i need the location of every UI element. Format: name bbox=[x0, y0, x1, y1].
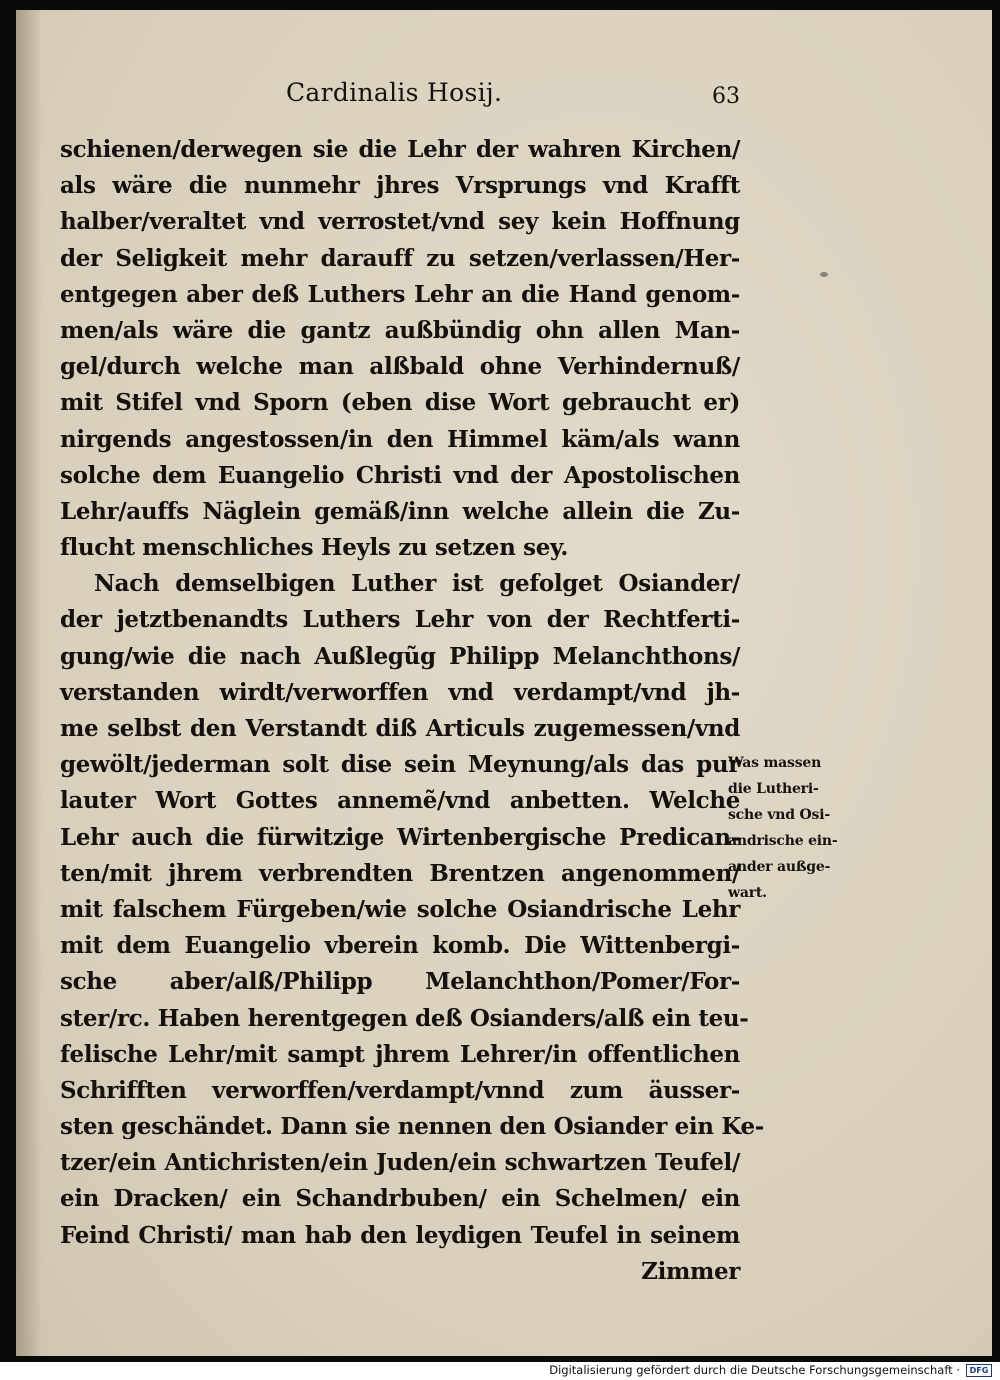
text-line: der Seligkeit mehr darauff zu setzen/verlassen/Her- bbox=[60, 244, 740, 272]
dfg-logo: DFG bbox=[966, 1364, 992, 1377]
text-line: ster/rc. Haben herentgegen deß Osianders/alß ein teu- bbox=[60, 1004, 749, 1032]
book-page bbox=[16, 10, 992, 1356]
marginal-note-line: die Lutheri- bbox=[728, 781, 819, 797]
text-line: tzer/ein Antichristen/ein Juden/ein schwartzen Teufel/ bbox=[60, 1149, 740, 1177]
text-line: entgegen aber deß Luthers Lehr an die Hand genom- bbox=[60, 280, 740, 308]
text-line: der jetztbenandts Luthers Lehr von der Rechtferti- bbox=[60, 606, 740, 634]
text-line: schienen/derwegen sie die Lehr der wahren Kirchen/ bbox=[60, 136, 740, 163]
text-line: Schrifften verworffen/verdampt/vnnd zum äusser- bbox=[60, 1076, 740, 1104]
marginal-note bbox=[728, 750, 868, 906]
text-line: Lehr auch die fürwitzige Wirtenbergische Predican- bbox=[60, 823, 740, 851]
digitization-footer bbox=[0, 1362, 1000, 1380]
catchword: Zimmer bbox=[641, 1257, 740, 1285]
text-line: ten/mit jhrem verbrendten Brentzen angenommen/ bbox=[60, 859, 740, 887]
marginal-note-line: wart. bbox=[728, 885, 767, 901]
text-line: Feind Christi/ man hab den leydigen Teufel in seinem bbox=[60, 1221, 740, 1249]
text-line: flucht menschliches Heyls zu setzen sey. bbox=[60, 534, 569, 562]
text-line: mit dem Euangelio vberein komb. Die Wittenbergi- bbox=[60, 932, 740, 960]
text-line: me selbst den Verstandt diß Articuls zugemessen/vnd bbox=[60, 715, 740, 742]
text-line: Nach demselbigen Luther ist gefolget Osiander/ bbox=[94, 570, 740, 598]
text-line: als wäre die nunmehr jhres Vrsprungs vnd Krafft bbox=[60, 172, 740, 200]
text-line: sche aber/alß/Philipp Melanchthon/Pomer/For- bbox=[60, 968, 740, 996]
text-line: mit Stifel vnd Sporn (eben dise Wort gebraucht er) bbox=[60, 389, 740, 417]
text-line: felische Lehr/mit sampt jhrem Lehrer/in offentlichen bbox=[60, 1040, 740, 1068]
running-title: Cardinalis Hosij. bbox=[286, 78, 503, 107]
marginal-note-line: Was massen bbox=[728, 755, 822, 771]
marginal-note-line: ander außge- bbox=[728, 859, 831, 875]
text-line: mit falschem Fürgeben/wie solche Osiandrische Lehr bbox=[60, 895, 740, 923]
text-line: nirgends angestossen/in den Himmel käm/als wann bbox=[60, 425, 740, 453]
marginal-note-line: sche vnd Osi- bbox=[728, 807, 830, 823]
main-text-block bbox=[60, 132, 764, 1290]
text-line: men/als wäre die gantz außbündig ohn allen Man- bbox=[60, 316, 740, 344]
marginal-note-line: andrische ein- bbox=[728, 833, 838, 849]
footer-credit: Digitalisierung gefördert durch die Deutsche Forschungsgemeinschaft · bbox=[549, 1363, 960, 1377]
text-line: gel/durch welche man alßbald ohne Verhindernuß/ bbox=[60, 353, 740, 381]
text-line: halber/veraltet vnd verrostet/vnd sey kein Hoffnung bbox=[60, 208, 740, 236]
text-line: solche dem Euangelio Christi vnd der Apostolischen bbox=[60, 461, 740, 489]
page-number: 63 bbox=[712, 84, 740, 109]
ink-spot bbox=[820, 272, 828, 277]
text-line: lauter Wort Gottes annemẽ/vnd anbetten. Welche bbox=[60, 787, 740, 815]
text-line: verstanden wirdt/verworffen vnd verdampt/vnd jh- bbox=[60, 678, 740, 706]
text-line: sten geschändet. Dann sie nennen den Osiander ein Ke- bbox=[60, 1113, 764, 1141]
text-line: Lehr/auffs Näglein gemäß/inn welche allein die Zu- bbox=[60, 497, 740, 525]
text-line: gewölt/jederman solt dise sein Meynung/als das pur bbox=[60, 751, 740, 779]
text-line: ein Dracken/ ein Schandrbuben/ ein Schelmen/ ein bbox=[60, 1185, 740, 1213]
text-line: gung/wie die nach Außlegũg Philipp Melanchthons/ bbox=[60, 642, 740, 670]
